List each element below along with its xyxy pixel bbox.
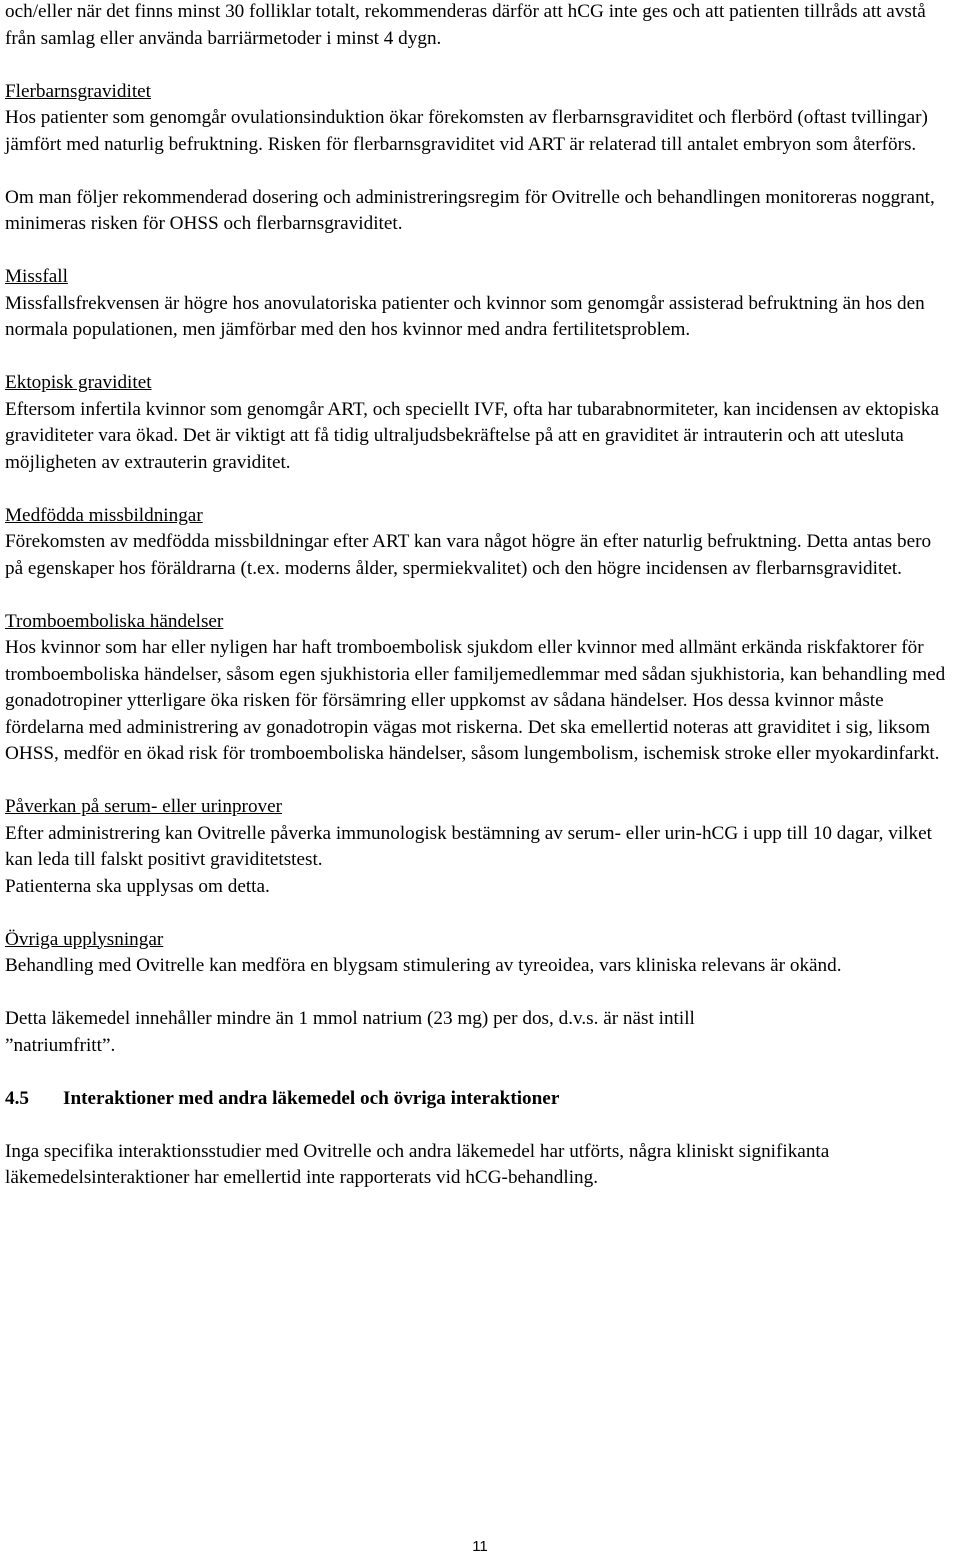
section-heading: Flerbarnsgraviditet — [5, 80, 151, 102]
section-paragraph: Om man följer rekommenderad dosering och administreringsregim för Ovitrelle och behandlingen monitoreras noggrant, minimeras risken för OHSS och flerbarnsgraviditet. — [5, 186, 935, 234]
section-heading: Tromboemboliska händelser — [5, 610, 224, 632]
document-page — [5, 0, 949, 1192]
section-paragraph: Behandling med Ovitrelle kan medföra en blygsam stimulering av tyreoidea, vars kliniska relevans är okänd. — [5, 955, 842, 976]
section-heading: Övriga upplysningar — [5, 928, 164, 950]
section-ektopisk-graviditet — [5, 370, 949, 476]
section-4-5-title — [5, 1086, 949, 1113]
section-paragraph: Hos patienter som genomgår ovulationsinduktion ökar förekomsten av flerbarnsgraviditet och flerbörd (oftast tvillingar) jämfört med naturlig befruktning. Risken för flerbarnsgraviditet vid ART är relaterad till antalet embryon som återförs. — [5, 107, 928, 155]
section-heading: Medfödda missbildningar — [5, 504, 203, 526]
section-paragraph: Missfallsfrekvensen är högre hos anovulatoriska patienter och kvinnor som genomgår assisterad befruktning än hos den normala populationen, men jämförbar med den hos kvinnor med andra fertilitetsproblem. — [5, 292, 925, 340]
section-paragraph: Förekomsten av medfödda missbildningar efter ART kan vara något högre än efter naturlig befruktning. Detta antas bero på egenskaper hos föräldrarna (t.ex. moderns ålder, spermiekvalitet) och den högre incidensen av flerbarnsgraviditet. — [5, 531, 932, 579]
section-tromboemboliska-handelser — [5, 609, 949, 768]
natrium-note-line: Detta läkemedel innehåller mindre än 1 mmol natrium (23 mg) per dos, d.v.s. är näst intill — [5, 1008, 695, 1029]
section-paragraph: Eftersom infertila kvinnor som genomgår ART, och speciellt IVF, ofta har tubarabnormiteter, kan incidensen av ektopiska graviditeter vara ökad. Det är viktigt att få tidig ultraljudsbekräftelse på att en graviditet är intrauterin och att utesluta möjligheten av extrauterin graviditet. — [5, 398, 939, 473]
section-paragraph: Patienterna ska upplysas om detta. — [5, 875, 270, 897]
section-paragraph: Hos kvinnor som har eller nyligen har haft tromboembolisk sjukdom eller kvinnor med allmänt erkända riskfaktorer för tromboemboliska händelser, såsom egen sjukhistoria eller familjemedlemmar med sådan sjukhistoria, kan behandling med gonadotropiner ytterligare öka risken för försämring eller uppkomst av sådana händelser. Hos dessa kvinnor måste fördelarna med administrering av gonadotropin vägas mot riskerna. Det ska emellertid noteras att graviditet i sig, liksom OHSS, medför en ökad risk för tromboemboliska händelser, såsom lungembolism, ischemisk stroke eller myokardinfarkt. — [5, 637, 946, 764]
section-heading: Missfall — [5, 266, 68, 287]
section-medfodda-missbildningar — [5, 503, 949, 583]
section-paragraph: Efter administrering kan Ovitrelle påverka immunologisk bestämning av serum- eller urin-hCG i upp till 10 dagar, vilket kan leda till falskt positivt graviditetstest. — [5, 822, 932, 870]
section-4-5-body: Inga specifika interaktionsstudier med Ovitrelle och andra läkemedel har utförts, några kliniskt signifikanta läkemedelsinteraktioner har emellertid inte rapporterats vid hCG-behandling. — [5, 1140, 830, 1188]
section-heading: Ektopisk graviditet — [5, 372, 152, 393]
section-ovriga-upplysningar — [5, 927, 949, 980]
section-number: 4.5 — [5, 1088, 29, 1109]
page-number: 11 — [472, 1538, 488, 1555]
natrium-note — [5, 1006, 949, 1059]
section-heading: Påverkan på serum- eller urinprover — [5, 796, 283, 817]
intro-paragraph: och/eller när det finns minst 30 folliklar totalt, rekommenderas därför att hCG inte ges och att patienten tillråds att avstå från samlag eller använda barriärmetoder i minst 4 dygn. — [5, 1, 926, 49]
section-paverkan-serum-urinprover — [5, 794, 949, 900]
section-flerbarnsgraviditet — [5, 79, 949, 238]
section-missfall — [5, 264, 949, 344]
section-title-text: Interaktioner med andra läkemedel och övriga interaktioner — [63, 1088, 560, 1109]
natrium-note-line: ”natriumfritt”. — [5, 1034, 116, 1056]
